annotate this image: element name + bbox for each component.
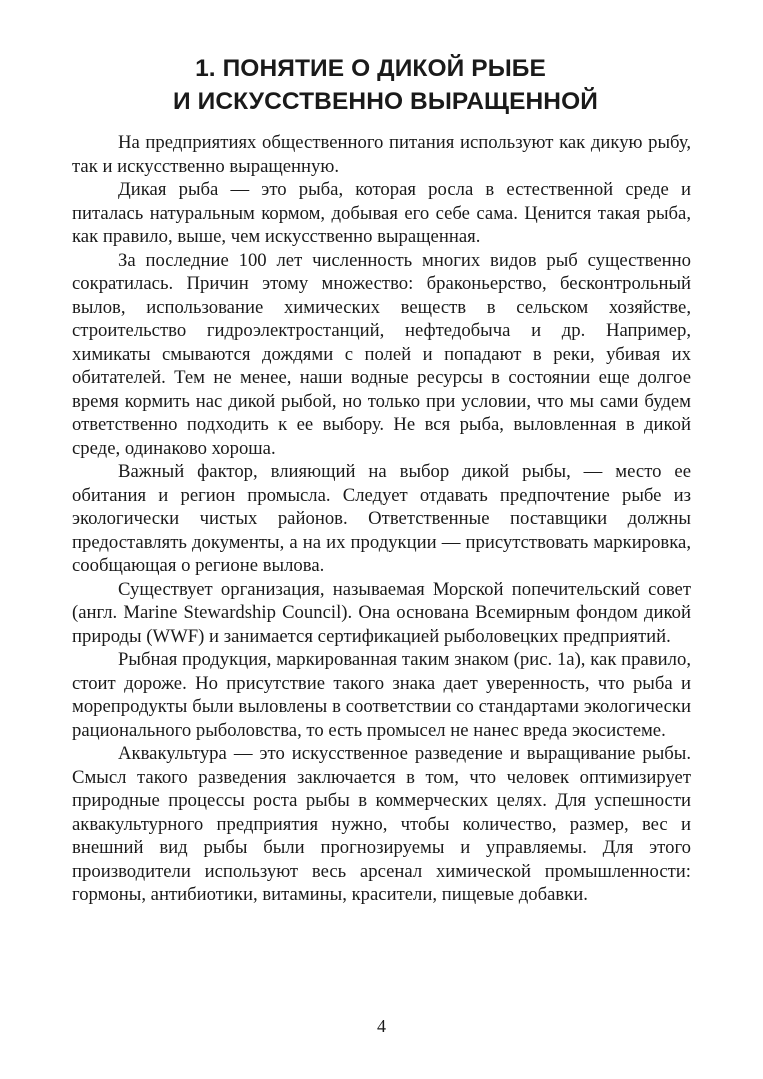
paragraph-2: Дикая рыба — это рыба, которая росла в естественной среде и питалась натуральным кормом, добывая его себе сама. Ценится такая рыба, как правило, выше, чем искусственно выращенная.: [72, 179, 691, 247]
page-title: [72, 52, 691, 118]
paragraph-6: Рыбная продукция, маркированная таким знаком (рис. 1а), как правило, стоит дороже. Но присутствие такого знака дает уверенность, что рыба и морепродукты были выловлены в соответствии со стандартами экологически рационального рыболовства, то есть промысел не нанес вреда экосистеме.: [72, 649, 691, 741]
paragraph-7: Аквакультура — это искусственное разведение и выращивание рыбы. Смысл такого разведения заключается в том, что человек оптимизирует природные процессы роста рыбы в коммерческих целях. Для успешности аквакультурного предприятия нужно, чтобы количество, размер, вес и внешний вид рыбы были прогнозируемы и управляемы. Для этого производители используют весь арсенал химической промышленности: гормоны, антибиотики, витамины, красители, пищевые добавки.: [72, 743, 691, 905]
body-text: [72, 131, 691, 907]
paragraph-5: Существует организация, называемая Морской попечительский совет (англ. Marine Stewardship Council). Она основана Всемирным фондом дикой природы (WWF) и занимается сертификацией рыболовецких предприятий.: [72, 578, 691, 647]
paragraph-3: За последние 100 лет численность многих видов рыб существенно сократилась. Причин этому множество: браконьерство, бесконтрольный вылов, использование химических веществ в сельском хозяйстве, строительство гидроэлектростанций, нефтедобыча и др. Например, химикаты смываются дождями с полей и попадают в реки, убивая их обитателей. Тем не менее, наши водные ресурсы в состоянии еще долгое время кормить нас дикой рыбой, но только при условии, что мы сами будем ответственно подходить к ее выбору. Не вся рыба, выловленная в дикой среде, одинаково хороша.: [72, 249, 691, 459]
title-line-2: И ИСКУССТВЕННО ВЫРАЩЕННОЙ: [173, 88, 598, 115]
paragraph-4: Важный фактор, влияющий на выбор дикой рыбы, — место ее обитания и регион промысла. Следует отдавать предпочтение рыбе из экологически чистых районов. Ответственные поставщики должны предоставлять документы, а на их продукции — присутствовать маркировка, сообщающая о регионе вылова.: [72, 461, 691, 576]
title-line-1: 1. ПОНЯТИЕ О ДИКОЙ РЫБЕ: [195, 55, 546, 82]
page-content: [72, 52, 691, 907]
page-number: 4: [377, 1016, 386, 1036]
paragraph-1: На предприятиях общественного питания используют как дикую рыбу, так и искусственно выращенную.: [72, 132, 691, 177]
